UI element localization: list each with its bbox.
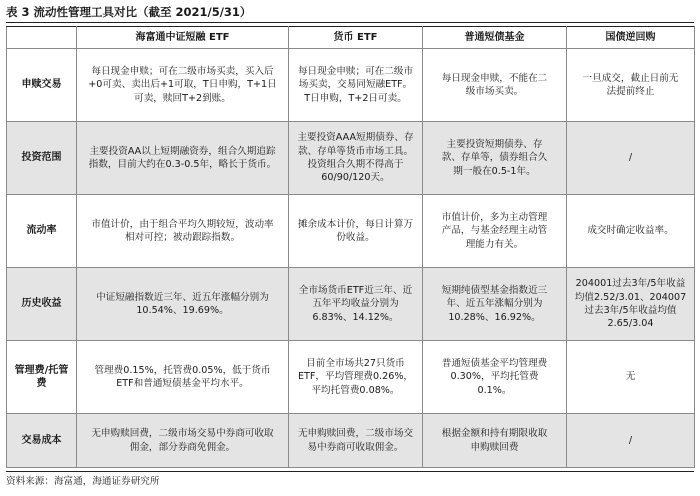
table-row bbox=[7, 341, 695, 414]
table-cell: 短期纯债型基金指数近三年、近五年涨幅分别为10.28%、16.92%。 bbox=[423, 268, 567, 341]
table-cell: 每日现金申赎，不能在二级市场买卖。 bbox=[423, 49, 567, 122]
table-cell: / bbox=[567, 414, 695, 468]
table-row bbox=[7, 414, 695, 468]
table-cell: 普通短债基金平均管理费0.30%，平均托管费0.1%。 bbox=[423, 341, 567, 414]
table-cell: 全市场货币ETF近三年、近五年平均收益分别为6.83%、14.12%。 bbox=[289, 268, 423, 341]
table-cell: 摊余成本计价，每日计算万份收益。 bbox=[289, 195, 423, 268]
table-cell: 市值计价，多为主动管理产品，与基金经理主动管理能力有关。 bbox=[423, 195, 567, 268]
row-label: 历史收益 bbox=[7, 268, 77, 341]
header-corner bbox=[7, 27, 77, 49]
table-cell: 每日现金申赎；可在二级市场买卖，交易同短融ETF。T日申购，T+2日可卖。 bbox=[289, 49, 423, 122]
table-cell: 无申购赎回费，二级市场交易中券商可收取佣金，部分券商免佣金。 bbox=[77, 414, 289, 468]
table-cell: 无 bbox=[567, 341, 695, 414]
header-short-bond-fund: 普通短债基金 bbox=[423, 27, 567, 49]
row-label: 管理费/托管费 bbox=[7, 341, 77, 414]
source-note: 资料来源：海富通，海通证券研究所 bbox=[6, 476, 160, 487]
table-row bbox=[7, 195, 695, 268]
table-cell: 成交时确定收益率。 bbox=[567, 195, 695, 268]
table-cell: 无申购赎回费，二级市场交易中券商可收取佣金。 bbox=[289, 414, 423, 468]
comparison-table bbox=[6, 26, 695, 468]
table-cell: 主要投资短期债券、存款、存单等，债券组合久期一般在0.5-1年。 bbox=[423, 122, 567, 195]
table-row bbox=[7, 49, 695, 122]
table-row bbox=[7, 122, 695, 195]
header-reverse-repo: 国债逆回购 bbox=[567, 27, 695, 49]
table-cell: 根据金额和持有期限收取申购赎回费 bbox=[423, 414, 567, 468]
table-cell: 市值计价，由于组合平均久期较短，波动率相对可控；被动跟踪指数。 bbox=[77, 195, 289, 268]
table-cell: / bbox=[567, 122, 695, 195]
table-cell: 一旦成交，截止日前无法提前终止 bbox=[567, 49, 695, 122]
header-money-etf: 货币 ETF bbox=[289, 27, 423, 49]
table-cell: 管理费0.15%，托管费0.05%，低于货币ETF和普通短债基金平均水平。 bbox=[77, 341, 289, 414]
table-cell: 主要投资AA以上短期融资券，组合久期追踪指数，目前大约在0.3-0.5年，略长于货币。 bbox=[77, 122, 289, 195]
table-cell: 主要投资AAA短期债券、存款、存单等货币市场工具。投资组合久期不得高于60/90/120天。 bbox=[289, 122, 423, 195]
table-cell: 每日现金申赎；可在二级市场买卖，买入后+0可卖、卖出后+1可取，T日申购，T+1日可卖，赎回T+2到账。 bbox=[77, 49, 289, 122]
table-cell: 目前全市场共27只货币ETF，平均管理费0.26%，平均托管费0.08%。 bbox=[289, 341, 423, 414]
title-rule bbox=[6, 22, 694, 23]
table-cell: 中证短融指数近三年、近五年涨幅分别为10.54%、19.69%。 bbox=[77, 268, 289, 341]
header-short-bond-etf: 海富通中证短融 ETF bbox=[77, 27, 289, 49]
table-row bbox=[7, 268, 695, 341]
row-label: 投资范围 bbox=[7, 122, 77, 195]
table-title: 表 3 流动性管理工具对比（截至 2021/5/31） bbox=[6, 5, 252, 19]
table-cell: 204001过去3年/5年收益均值2.52/3.01、204007过去3年/5年收益均值2.65/3.04 bbox=[567, 268, 695, 341]
row-label: 交易成本 bbox=[7, 414, 77, 468]
header-row bbox=[7, 27, 695, 49]
row-label: 流动率 bbox=[7, 195, 77, 268]
source-rule bbox=[6, 471, 694, 472]
row-label: 申赎交易 bbox=[7, 49, 77, 122]
